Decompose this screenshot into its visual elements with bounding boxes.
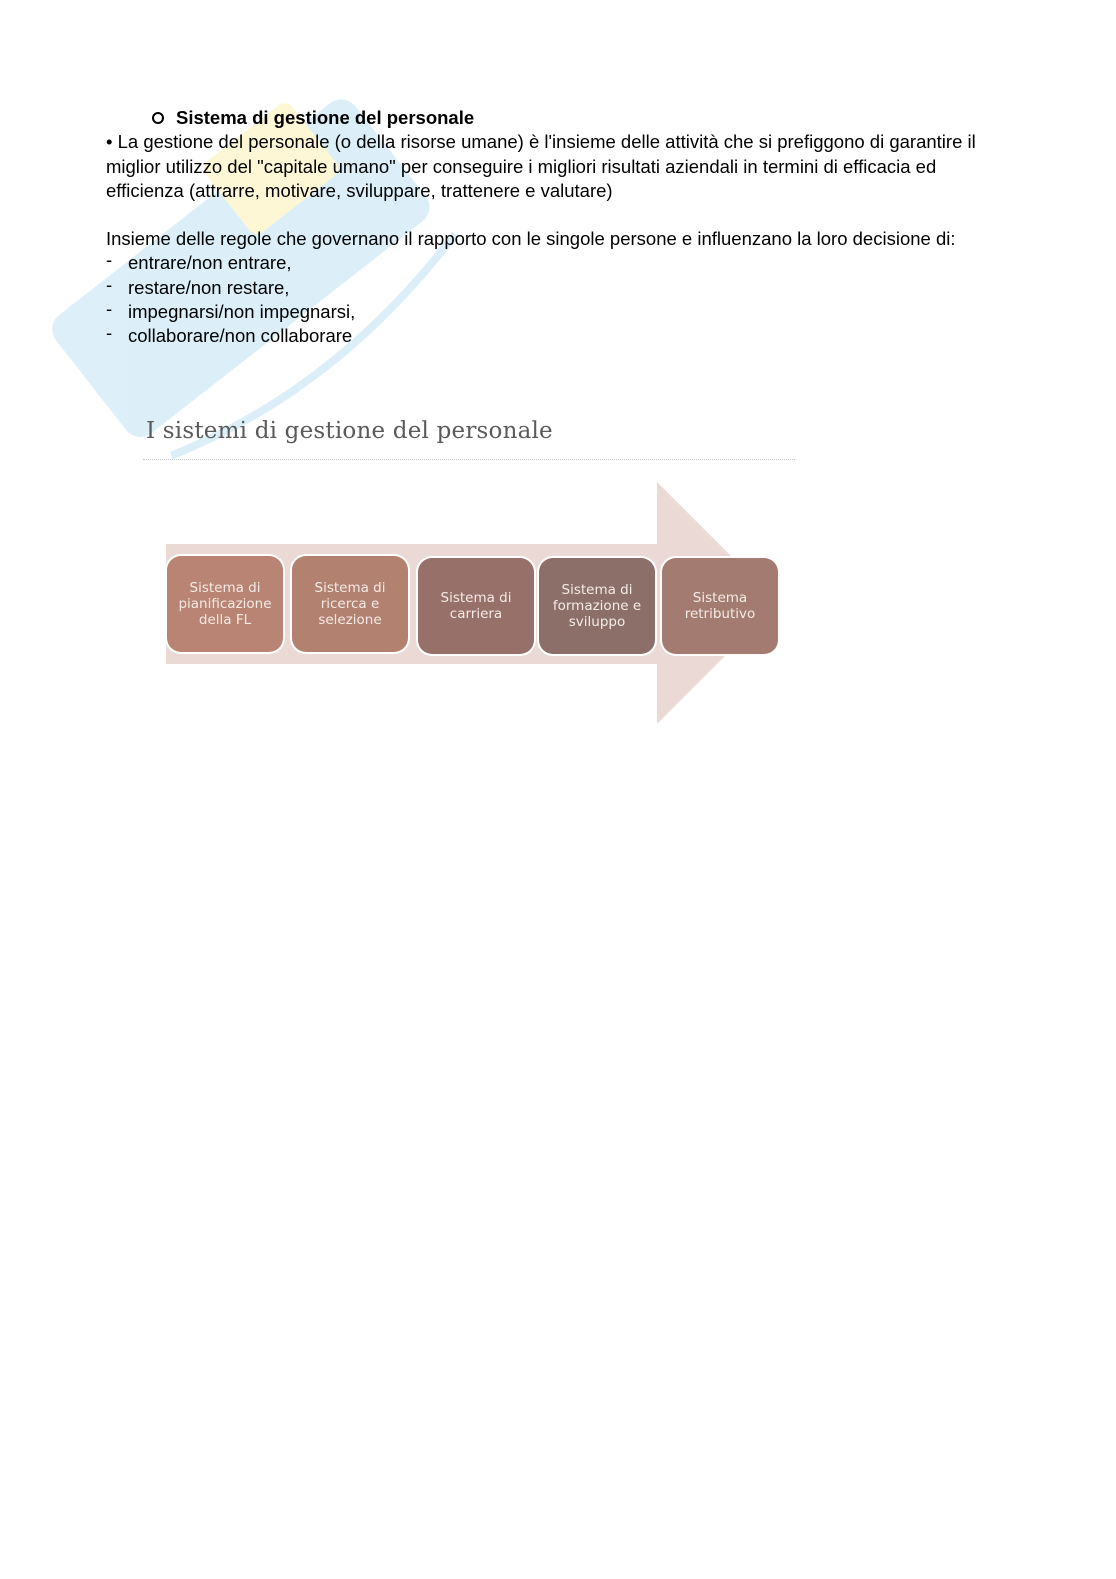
section-heading (152, 106, 1006, 130)
step-box-planning: Sistema di pianificazione della FL (167, 556, 283, 652)
intro-paragraph: • La gestione del personale (o della risorse umane) è l'insieme delle attività che si prefiggono di garantire il miglior utilizzo del "capitale umano" per conseguire i migliori risultati aziendali in termini di efficacia ed efficienza (attrarre, motivare, sviluppare, trattenere e valutare) (106, 131, 976, 201)
dash-marker: - (106, 298, 113, 320)
dash-marker: - (106, 273, 113, 295)
list-item: - entrare/non entrare, (106, 249, 292, 274)
step-box-career: Sistema di carriera (418, 558, 534, 654)
dash-marker: - (106, 249, 113, 271)
rules-paragraph: Insieme delle regole che governano il rapporto con le singole persone e influenzano la loro decisione di: (106, 228, 956, 250)
slide-divider (143, 459, 795, 460)
decision-list (106, 251, 1006, 348)
list-item: - restare/non restare, (106, 273, 290, 298)
step-box-recruitment: Sistema di ricerca e selezione (292, 556, 408, 652)
step-box-training: Sistema di formazione e sviluppo (539, 558, 655, 654)
slide-title: I sistemi di gestione del personale (146, 418, 553, 444)
dash-marker: - (106, 322, 113, 344)
text-content (106, 106, 1006, 349)
list-item: - impegnarsi/non impegnarsi, (106, 298, 356, 323)
step-box-compensation: Sistema retributivo (662, 558, 778, 654)
list-item: - collaborare/non collaborare (106, 322, 353, 347)
circle-bullet-icon (152, 112, 164, 124)
section-heading-text: Sistema di gestione del personale (176, 107, 475, 128)
process-diagram (160, 478, 800, 730)
